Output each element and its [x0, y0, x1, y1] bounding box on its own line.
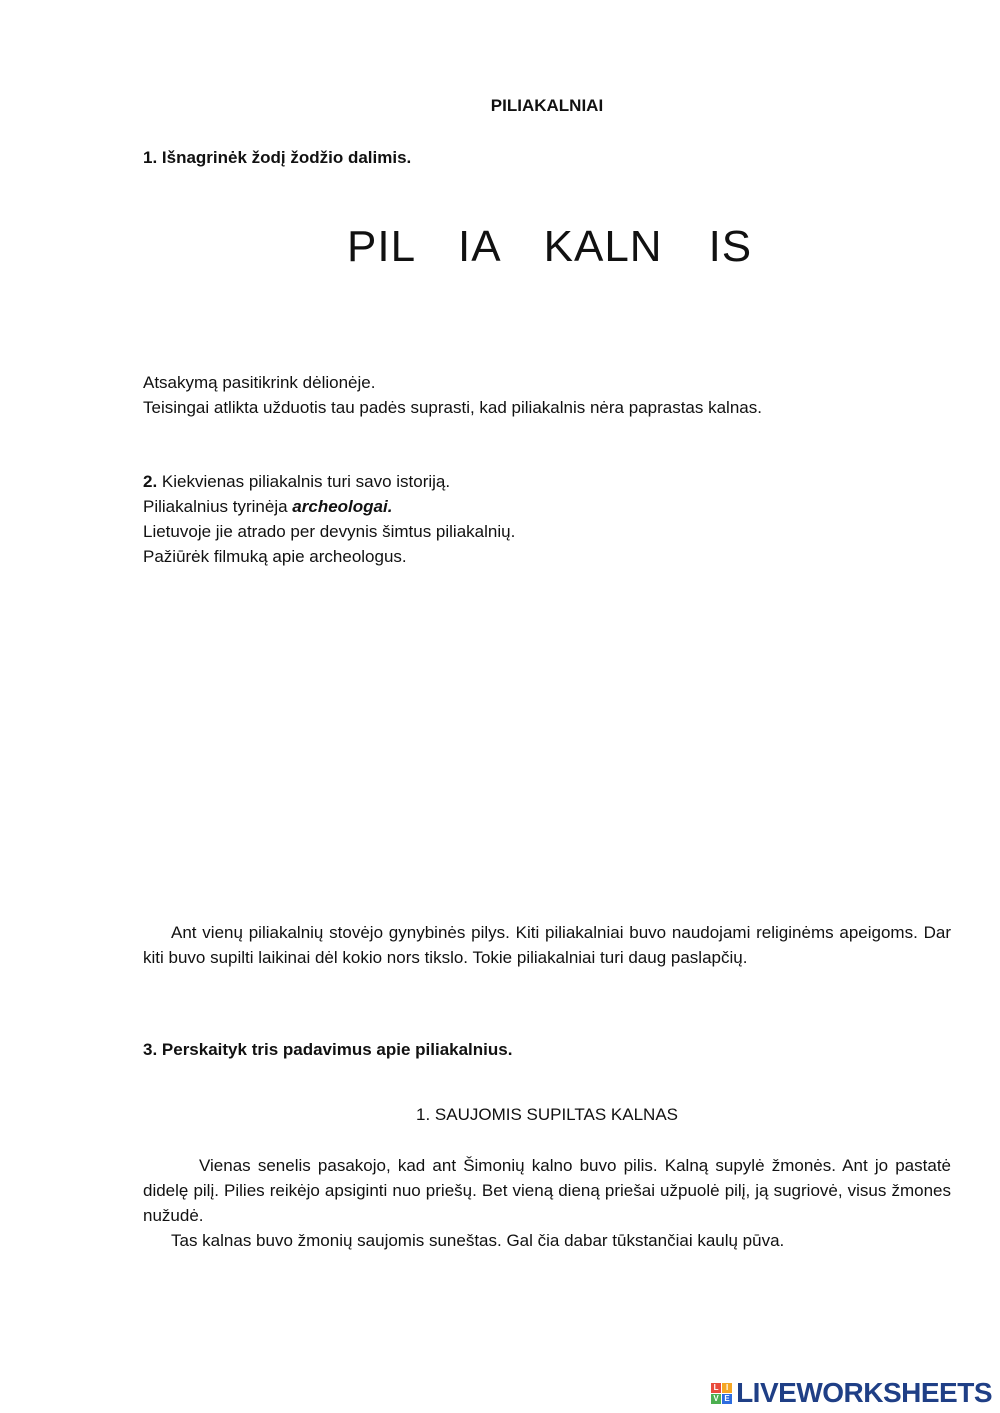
- word-parts: [347, 222, 752, 272]
- story-paragraph-1: Vienas senelis pasakojo, kad ant Šimonių kalno buvo pilis. Kalną supylė žmonės. Ant jo pastatė didelę pilį. Pilies reikėjo apsiginti nuo priešų. Bet vieną dieną priešai užpuolė pilį, ją sugriovė, visus žmones nužudė.: [143, 1156, 951, 1225]
- word-part-2: IA: [458, 222, 502, 271]
- info-paragraph: Ant vienų piliakalnių stovėjo gynybinės pilys. Kiti piliakalniai buvo naudojami religinėms apeigoms. Dar kiti buvo supilti laikinai dėl kokio nors tikslo. Tokie piliakalniai turi daug paslapčių.: [143, 923, 951, 967]
- task1-line-2: Teisingai atlikta užduotis tau padės suprasti, kad piliakalnis nėra paprastas kalnas.: [143, 398, 762, 417]
- task2-line-4: Pažiūrėk filmuką apie archeologus.: [143, 547, 407, 566]
- task2-line-1-text: Kiekvienas piliakalnis turi savo istoriją.: [157, 472, 451, 491]
- task2-line-1: [143, 469, 515, 494]
- logo-mark-v: V: [711, 1394, 721, 1404]
- word-part-4: IS: [708, 222, 753, 271]
- task2-line-2: [143, 494, 515, 519]
- task2-line-2-text: Piliakalnius tyrinėja: [143, 497, 293, 516]
- word-part-3: KALN: [543, 222, 663, 271]
- logo-mark-icon: [711, 1383, 732, 1404]
- page-title: PILIAKALNIAI: [490, 96, 604, 115]
- task1-heading: 1. Išnagrinėk žodį žodžio dalimis.: [143, 148, 412, 167]
- word-part-1: PIL: [347, 222, 417, 271]
- task2-line-3: Lietuvoje jie atrado per devynis šimtus piliakalnių.: [143, 522, 516, 541]
- task2-text: [143, 469, 515, 569]
- archeologai-emphasis: archeologai.: [292, 497, 393, 516]
- logo-mark-i: I: [722, 1383, 732, 1393]
- task3-heading: 3. Perskaityk tris padavimus apie piliakalnius.: [143, 1040, 513, 1059]
- task1-line-1: Atsakymą pasitikrink dėlionėje.: [143, 373, 376, 392]
- story-paragraph-2: Tas kalnas buvo žmonių saujomis suneštas. Gal čia dabar tūkstančiai kaulų pūva.: [171, 1231, 785, 1250]
- liveworksheets-logo: [711, 1378, 992, 1408]
- logo-text: LIVEWORKSHEETS: [736, 1377, 992, 1408]
- logo-mark-l: L: [711, 1383, 721, 1393]
- task1-text: [143, 370, 762, 420]
- task2-number: 2.: [143, 472, 158, 491]
- logo-mark-e: E: [722, 1394, 732, 1404]
- story-title: 1. SAUJOMIS SUPILTAS KALNAS: [415, 1105, 678, 1124]
